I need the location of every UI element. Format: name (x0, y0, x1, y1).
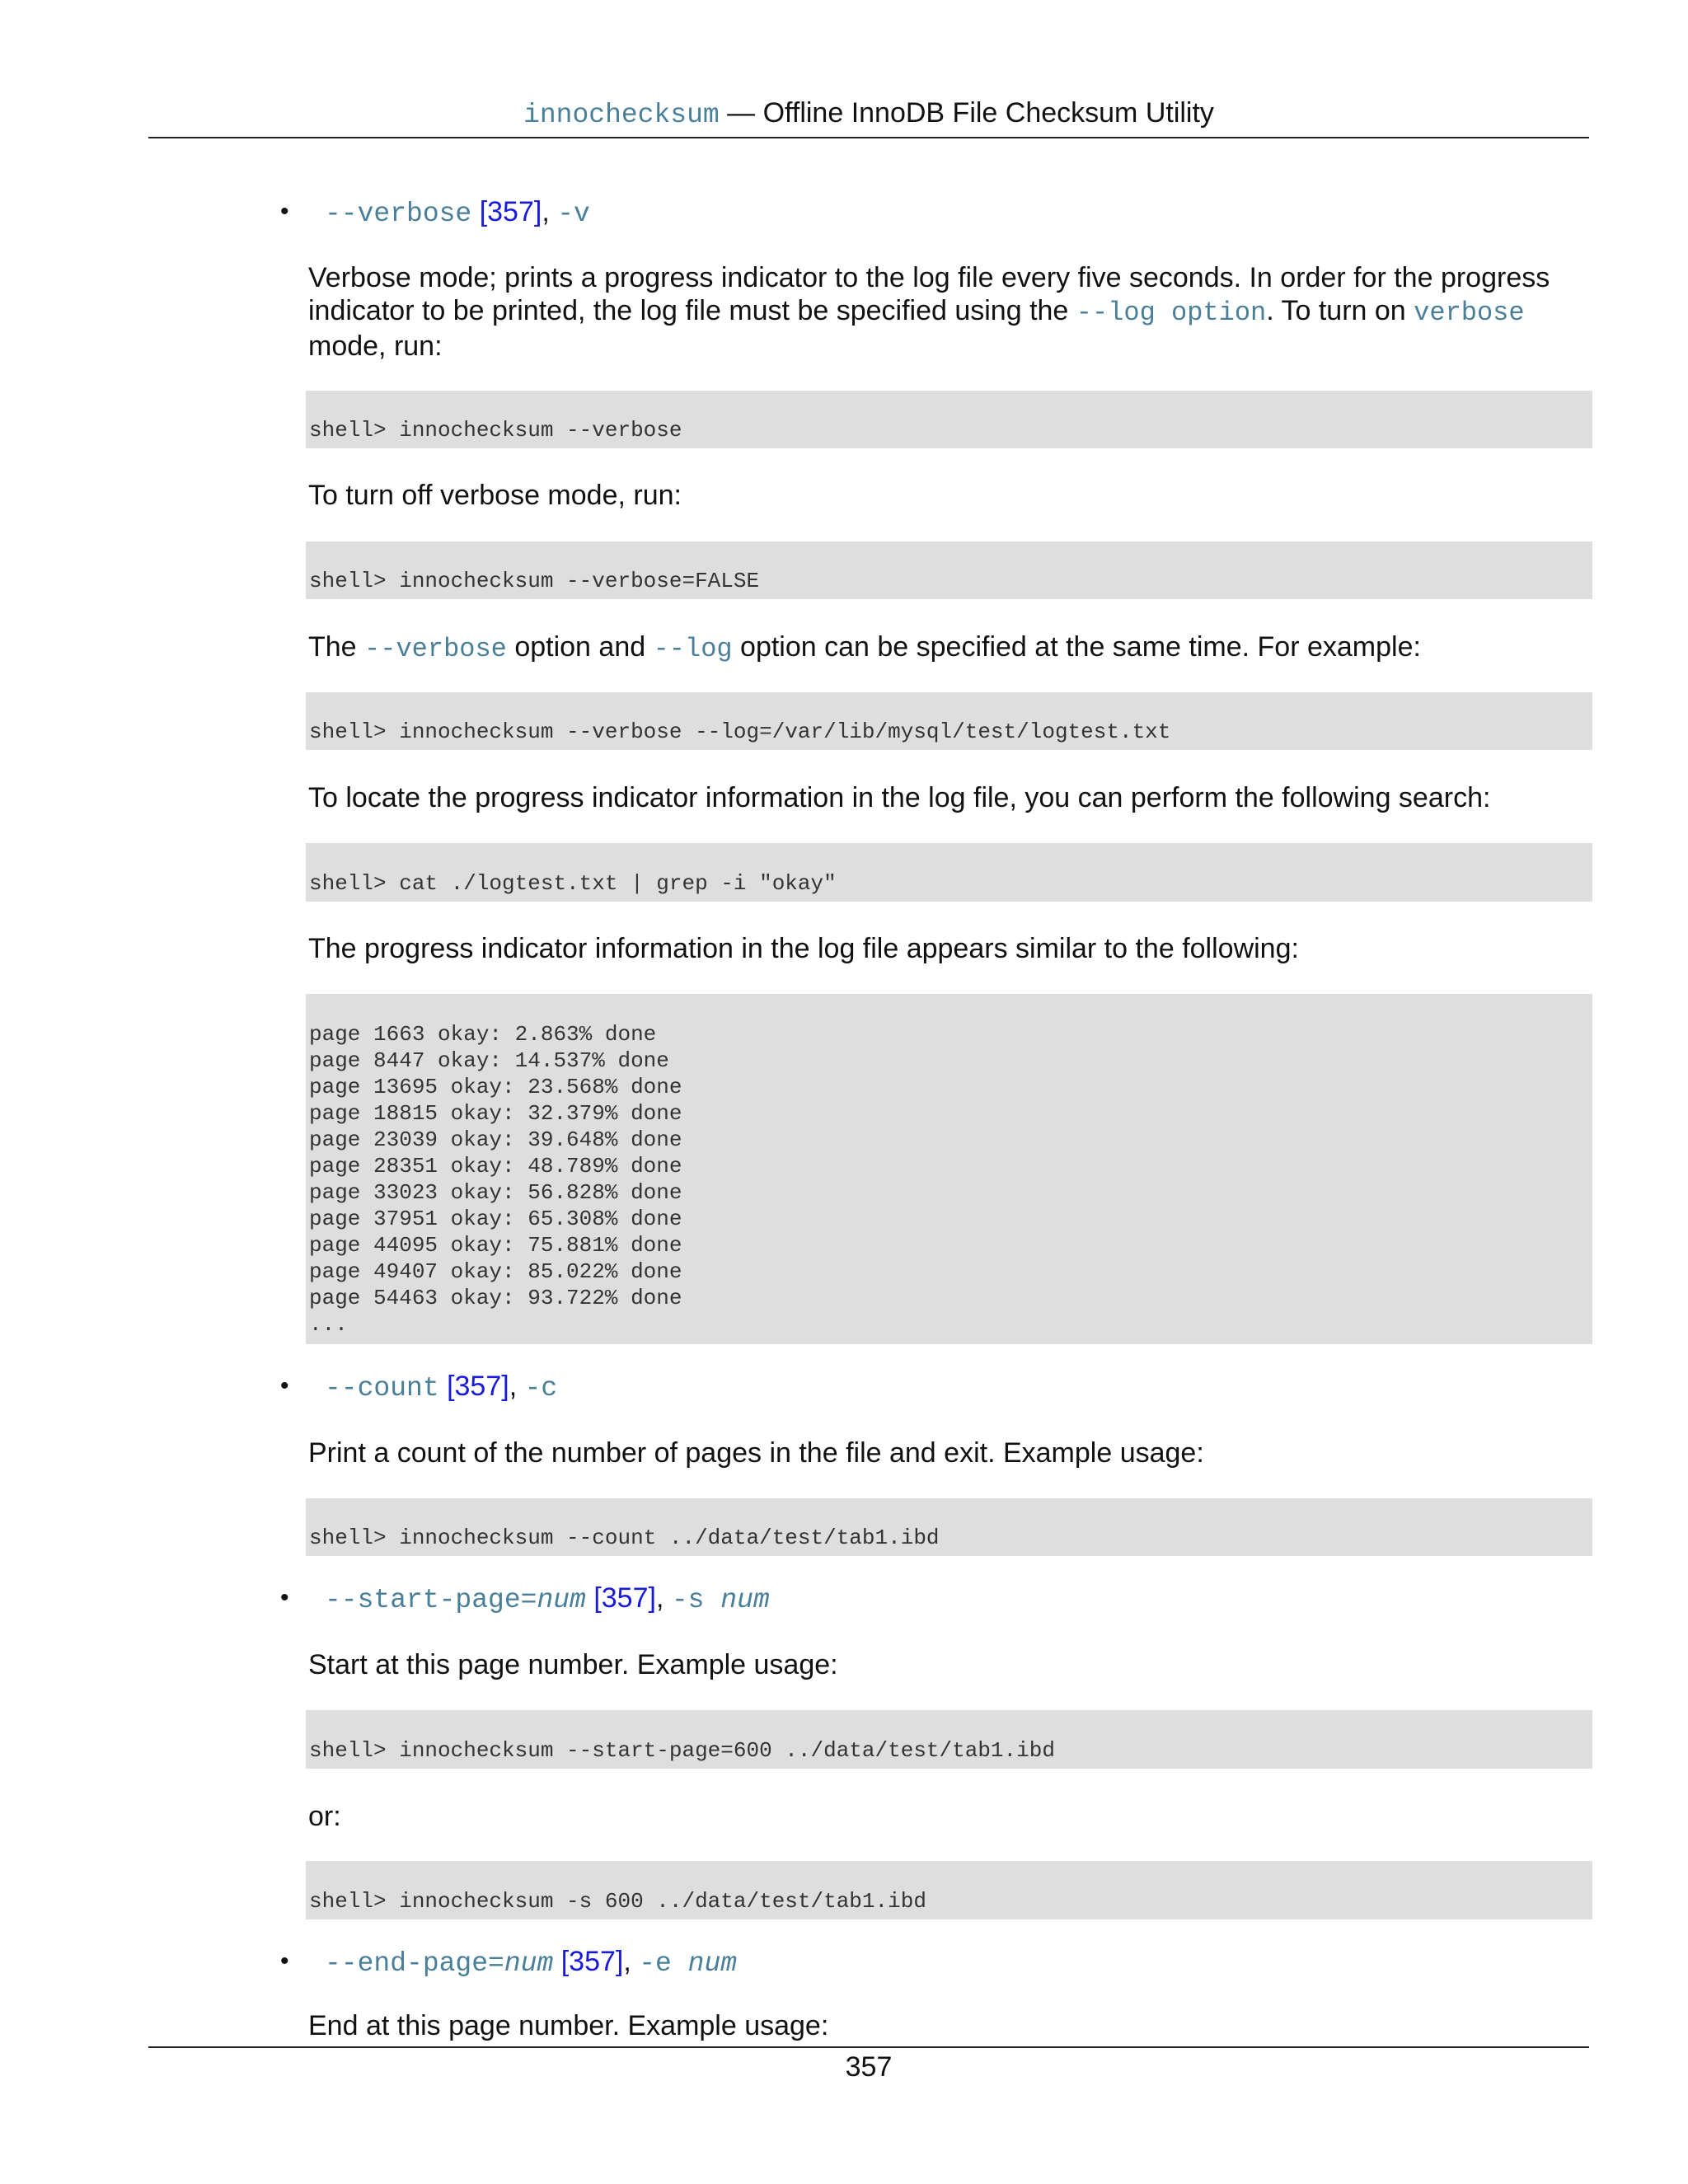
log-inline-option-link[interactable]: --log (653, 634, 733, 664)
progress-line: page 28351 okay: 48.789% done (309, 1154, 682, 1179)
progress-line: page 8447 okay: 14.537% done (309, 1048, 669, 1073)
verbose-short-option-link[interactable]: -v (557, 199, 590, 229)
code-block-grep: shell> cat ./logtest.txt | grep -i "okay" (306, 843, 1592, 902)
progress-line: page 23039 okay: 39.648% done (309, 1127, 682, 1152)
progress-line: page 37951 okay: 65.308% done (309, 1207, 682, 1231)
verbose-log-both-text: The --verbose option and --log option can be specified at the same time. For example: (308, 631, 1421, 664)
verbose-inline-option-link[interactable]: --verbose (364, 634, 507, 664)
verbose-off-text: To turn off verbose mode, run: (308, 480, 682, 511)
or-text: or: (308, 1801, 341, 1832)
progress-line: page 33023 okay: 56.828% done (309, 1180, 682, 1205)
count-page-ref-link[interactable]: [357] (447, 1371, 509, 1402)
bullet-icon: • (280, 198, 289, 225)
end-page-short-option-link[interactable]: -e num (639, 1948, 738, 1979)
log-option-link[interactable]: --log option (1076, 298, 1267, 328)
bullet-icon: • (280, 1372, 289, 1399)
end-page-ref-link[interactable]: [357] (560, 1946, 624, 1977)
progress-line: page 13695 okay: 23.568% done (309, 1075, 682, 1099)
footer-divider (148, 2046, 1589, 2048)
bullet-icon: • (280, 1584, 289, 1611)
header-command: innochecksum (523, 100, 720, 130)
code-block-start-page: shell> innochecksum --start-page=600 ../data/test/tab1.ibd (306, 1710, 1592, 1769)
code-block-start-page-short: shell> innochecksum -s 600 ../data/test/tab1.ibd (306, 1861, 1592, 1919)
start-page-short-option-link[interactable]: -s num (671, 1585, 770, 1615)
code-block-verbose-log: shell> innochecksum --verbose --log=/var/lib/mysql/test/logtest.txt (306, 692, 1592, 750)
verbose-inline-link[interactable]: verbose (1414, 298, 1525, 328)
header-title: — Offline InnoDB File Checksum Utility (719, 97, 1214, 129)
start-page-option-link[interactable]: --start-page=num (325, 1585, 586, 1615)
progress-line: page 18815 okay: 32.379% done (309, 1101, 682, 1126)
end-page-description: End at this page number. Example usage: (308, 2010, 829, 2041)
code-block-count: shell> innochecksum --count ../data/test/tab1.ibd (306, 1498, 1592, 1556)
locate-progress-text: To locate the progress indicator information in the log file, you can perform the following search: (308, 782, 1491, 813)
progress-line: page 1663 okay: 2.863% done (309, 1022, 657, 1047)
page-content: • --verbose [357], -v Verbose mode; prints a progress indicator to the log file every five seconds. In order for the progress indicator to be printed, the log file must be specified using the --log option. To turn on verbose mode, run: shell> innochecksum --verbose To turn off verbose mode, run: shell> innochecksum --verbose=FALSE The --verbose option and --log option can be specified at the same time. For example: shell> innochecksum --verbose --log=/var/lib/mysql/test/logtest.txt To locate the progress indicator information in the log file, you can perform the following search: shell> cat ./logtest.txt | grep -i "okay" The progress indicator information in the log file appears similar to the following: page 1663 okay: 2.863% done page 8447 okay: 14.537% done page 13695 okay: 23.568% done page 18815 okay: 32.379% done page 23039 okay: 39.648% done page 28351 okay: 48.789% done page 33023 okay: 56.828% done page 37951 okay: 65.308% done page 44095 okay: 75.881% done page 49407 okay: 85.022% done page 54463 okay: 93.722% done ... • --count [357], -c Print a count of the number of pages in the file and exit. Example usage: shell> innochecksum --count ../data/test/tab1.ibd • --start-page=num [357], -s num Start at this page number. Example usage: shell> innochecksum --start-page=600 ../data/test/tab1.ibd or: shell> innochecksum -s 600 ../data/test/tab1.ibd • --end-page=num [357], -e num End at this page number. Example usage: (0, 0, 1688, 2184)
progress-line: page 49407 okay: 85.022% done (309, 1259, 682, 1284)
end-page-option-link[interactable]: --end-page=num (325, 1948, 554, 1979)
progress-line: page 54463 okay: 93.722% done (309, 1286, 682, 1310)
start-page-ref-link[interactable]: [357] (593, 1582, 656, 1614)
progress-line: page 44095 okay: 75.881% done (309, 1233, 682, 1258)
progress-line: ... (309, 1312, 348, 1337)
count-short-option-link[interactable]: -c (524, 1373, 558, 1404)
count-description: Print a count of the number of pages in the file and exit. Example usage: (308, 1437, 1204, 1469)
code-block-progress-output (306, 994, 1592, 1344)
verbose-option-link[interactable]: --verbose (325, 199, 472, 229)
count-option-link[interactable]: --count (325, 1373, 439, 1404)
bullet-icon: • (280, 1947, 289, 1975)
code-block-verbose-off: shell> innochecksum --verbose=FALSE (306, 541, 1592, 599)
verbose-description: Verbose mode; prints a progress indicator to the log file every five seconds. In order for the progress indicator to be printed, the log file must be specified using the --log option. To turn on verbose mode, run: (308, 262, 1550, 362)
verbose-page-ref-link[interactable]: [357] (479, 196, 542, 227)
code-block-verbose-on: shell> innochecksum --verbose (306, 391, 1592, 448)
start-page-description: Start at this page number. Example usage: (308, 1649, 838, 1680)
progress-appears-text: The progress indicator information in the log file appears similar to the following: (308, 933, 1299, 964)
page-number: 357 (845, 2051, 893, 2083)
